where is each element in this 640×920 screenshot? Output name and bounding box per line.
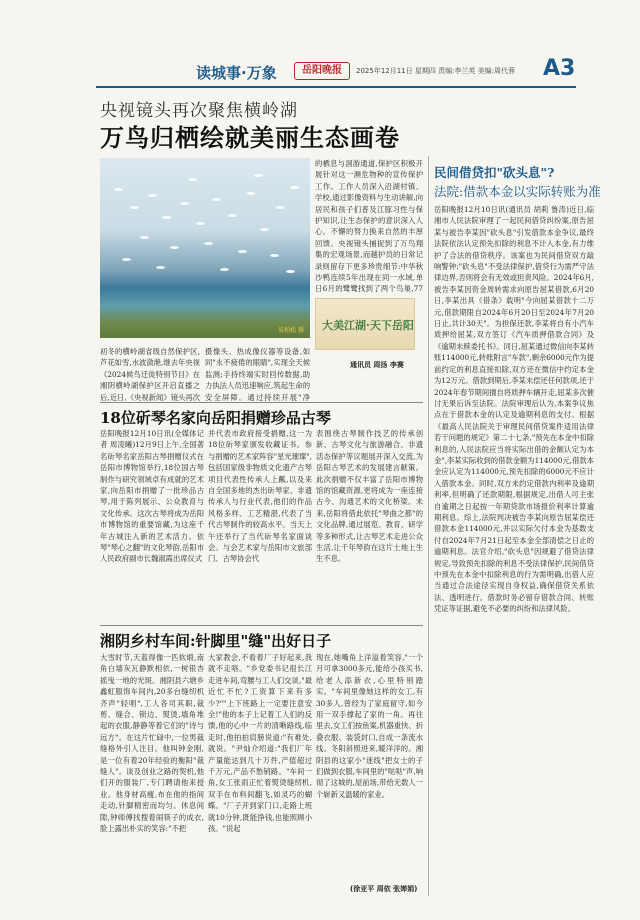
article3-col1: 大雪时节,天蓝得像一匹软缎,南角白墙灰瓦静默相依,一树银杏摇曳一地的光斑。湘阴县六塘乡鑫虹服饰车间内,20多台缝纫机齐声"轻唱",工人各司其职,裁剪、缝合、锁边、熨烫,墙角堆起的衣服,静静等着它们的"诗与远方"。在这片忙碌中,一位男裁缝格外引人注目。他叫钟金刚,是一位有着20年经验的衡阳"裁缝人"。谈及创业之路的契机,他们开的服装厂,专门聘请他来授业。他身材高瘦,布在他的指间走动,针脚精密而均匀。休息间隙,钟师傅找搜着闹筷子的成衣,脸上露出朴实的笑容:"不把	[100, 653, 204, 834]
article3-col3: 现在,她嘴角上洋溢着笑容,"一个月可拿3000多元,能给小孩买书,给老人添新衣,心里特别踏实。"车间里像她这样的女工,有30多人,曾经为了家庭留守,如今用一双手撑起了家的一角。再往里去,女工们按鱼案,机器重快、折叠衣服、装袋封口,自成一条流水线。冬阳斜照进来,暖洋洋的。湘阴县的这家小"迷线"把女士的子们做到衣服,车间里的"哒哒"声,响彻了这城的,屋前场,带给无数人一个崭新又温暖的家业。	[316, 653, 423, 799]
article2-col3: 表围绕古琴制作技艺的传承创新、古琴文化与旅游融合、非遗活态保护等议题展开深入交流,为岳阳古琴艺术的发展建言献策。此次捐赠不仅丰富了岳阳市博物馆的馆藏资源,更将成为一座连接古今、沟通艺术的文化桥梁。未来,岳阳将借此依托"琴曲之都"的文化品牌,通过展览、教育、研学等多种形式,让古琴艺术走进公众生活,让千年琴韵在这片土地上生生不息。	[316, 429, 423, 564]
divider	[100, 402, 423, 403]
photo-credit: 易柏松 摄	[278, 327, 304, 334]
article2-col2: 并代表市政府接受捐赠,这一为18位斫琴家颁发收藏证书。参与捐赠的艺术家阵容"星光璀璨",包括国家级非物质文化遗产古琴项目代表性传承人上瓤,以及来自全国多地的杰出斫琴家、非遗传承人与行业代表,他们的作品风格多样、工艺精湛,代表了当代古琴制作的较高水平。当天上午还举行了当代斫琴名家面谈会。与会艺术家与岳阳市文旅部门、古琴协会代	[208, 429, 312, 564]
article1-byline: 通讯员 周扬 李赛	[350, 361, 404, 369]
article1-title: 万鸟归栖绘就美丽生态画卷	[100, 123, 400, 152]
divider	[100, 625, 423, 626]
page-header	[0, 0, 640, 90]
banner-text: 大美江湖·天下岳阳	[322, 319, 414, 332]
event-banner	[315, 298, 415, 350]
sidebar-body: 岳阳晚报12月10日讯(通讯员 胡莉 鲁涛)近日,临湘市人民法院审理了一起民间借贷纠纷案,原告屈某与被告李某因"砍头息"引发借款本金争议,最终法院依法认定预先扣除的利息不计入本金,有力维护了合法的借贷秩序。该案也为民间借贷双方敲响警钟:"砍头息"不受法律保护,借贷行为需严守法律边界,否则将会有无效或担责风险。2024年6月,被告李某因资金周转需求向原告屈某借款,6月20日,李某出具《借条》载明"今向屈某借款十二万元,借款期限自2024年6月20日至2024年7月20日止,共计30天"。为担保还款,李某将自有小汽车质押给屈某,双方签订《汽车质押借款合同》及《逾期未赎委托书》。同日,屈某通过微信向李某转账114000元,转账附言"车款",剩余6000元作为提前约定的利息直接扣除,双方还在微信中约定本金为12万元。借款到期后,李某未偿还任何款项,还于2024年春节期间擅自将质押车辆开走,屈某多次催讨无果后诉至法院。法院审理后认为,本案争议焦点在于借款本金的认定及逾期利息的支付。根据《最高人民法院关于审理民间借贷案件适用法律若干问题的规定》第二十七条,"预先在本金中扣除利息的,人民法院应当将实际出借的金额认定为本金",李某实际收到的借款金额为114000元,借款本金应认定为114000元,预先扣除的6000元不应计入借款本金。同时,双方未约定借款内利率及逾期利率,但明确了还款期限,根据规定,出借人可主张自逾期之日起按一年期贷款市场报价利率计算逾期利息。综上,法院判决被告李某向原告屈某偿还借款本金114000元,并以实际欠付本金为基数支付自2024年7月21日起至本金全部清偿之日止的逾期利息。法官介绍,"砍头息"因规避了借贷法律规定,导致预先扣除的利息不受法律保护,民间借贷中预先在本金中扣除利息的行为需明确,出借人应当通过合法途径实现自身权益,确保借贷关系依法、透明进行。借款时务必留存借款合同、转账凭证等证据,避免不必要的纠纷和法律风险。	[434, 205, 594, 614]
article1-col1: 初冬的横岭湖省级自然保护区,芦花如雪,水波潋滟,继去年央视《2024候鸟迁徙特别节目》在湘阴横岭湖保护区开启直播之后,近日,《央视新闻》镜头再次	[100, 347, 200, 402]
header-rule	[96, 86, 576, 88]
article3-title: 湘阴乡村车间:针脚里"缝"出好日子	[100, 632, 332, 650]
bird-photo	[100, 158, 310, 338]
article2-title: 18位斫琴名家向岳阳捐赠珍品古琴	[100, 409, 331, 427]
article1-col3: 的栖息与洄游通道,保护区积极开展针对这一濒危物种的宣传保护工作。工作人员深入沿湖村镇、学校,通过影像资料与生动讲解,向居民和孩子们普及江豚习性与保护知识,让生态保护的意识深入人心。不懈的努力换来自然的丰厚回馈。央视镜头捕捉到了万鸟翔集的宏观场景,而越护员的日常记录则留存下更多珍贵细节:中华秋沙鸭连续5年出现在同一水域,单日6月的鹭鹭找到了两个鸟巢,77	[315, 159, 423, 294]
article3-byline: (徐亚平 周依 张婵娟)	[350, 885, 418, 893]
article3-col2: 大家教会,不看着厂子好起来,我就不走咯。"乡党委书记很长江走进车间,弯腰与工人们交谈,"最近忙不忙?工资算下来有多少?""上下班路上一定要注意安全!"他的本子上记着工人们的反馈,他的心中一片的清晰路线,临走时,他拍拍肩膀说道:"有难处,就说。"尹灿介绍道:"我们厂年产量能达到几十万件,产值超过千万元,产品不愁销路。"车间一角,女工张雨正忙着熨烫缝纫机,双手在布料间翻飞,如灵巧的蝴蝶。"厂子开到家门口,走路上班就10分钟,既能挣钱,也能照顾小孩。"说起	[208, 653, 312, 834]
page-number: A3	[543, 56, 576, 81]
article1-subtitle: 央视镜头再次聚焦横岭湖	[100, 101, 298, 121]
issue-meta: 2025年12月11日 星期四 责编:李兰英 美编:周代蓉	[356, 67, 516, 75]
sidebar-subtitle: 法院:借款本金以实际转账为准	[434, 184, 601, 199]
section-title: 读城事·万象	[196, 64, 277, 82]
article2-col1: 岳阳晚报12月10日讯(全媒体记者 周凌曦)12月9日上午,全国著名斫琴名家岳阳古琴捐赠仪式在岳阳市博物馆举行,18位国古琴制作与研究领域卓有成就的艺术家,向岳阳市捐赠了一批珍品古琴,用于陈列展示、公众教育与文化传承。这次古琴将成为岳阳市博物馆的重要馆藏,为这座千年古城注入新的艺术活力。依琴"琴心之翻"的文化琴韵,岳阳市人民政府副市长魏淑霞出席仪式	[100, 429, 204, 564]
article1-col2: 摄像头、热成像仪器等设备,如同"永不疲倦的眼睛",实现全天候监测;手持终端实时回传数据,助力执法人员迅速响应,筑起生命的安全屏障。通过持续开展"净	[205, 347, 310, 402]
sidebar-divider	[428, 156, 429, 896]
newspaper-logo: 岳阳晚报	[294, 62, 350, 80]
sidebar-title: 民间借贷扣"砍头息"?	[434, 165, 555, 180]
